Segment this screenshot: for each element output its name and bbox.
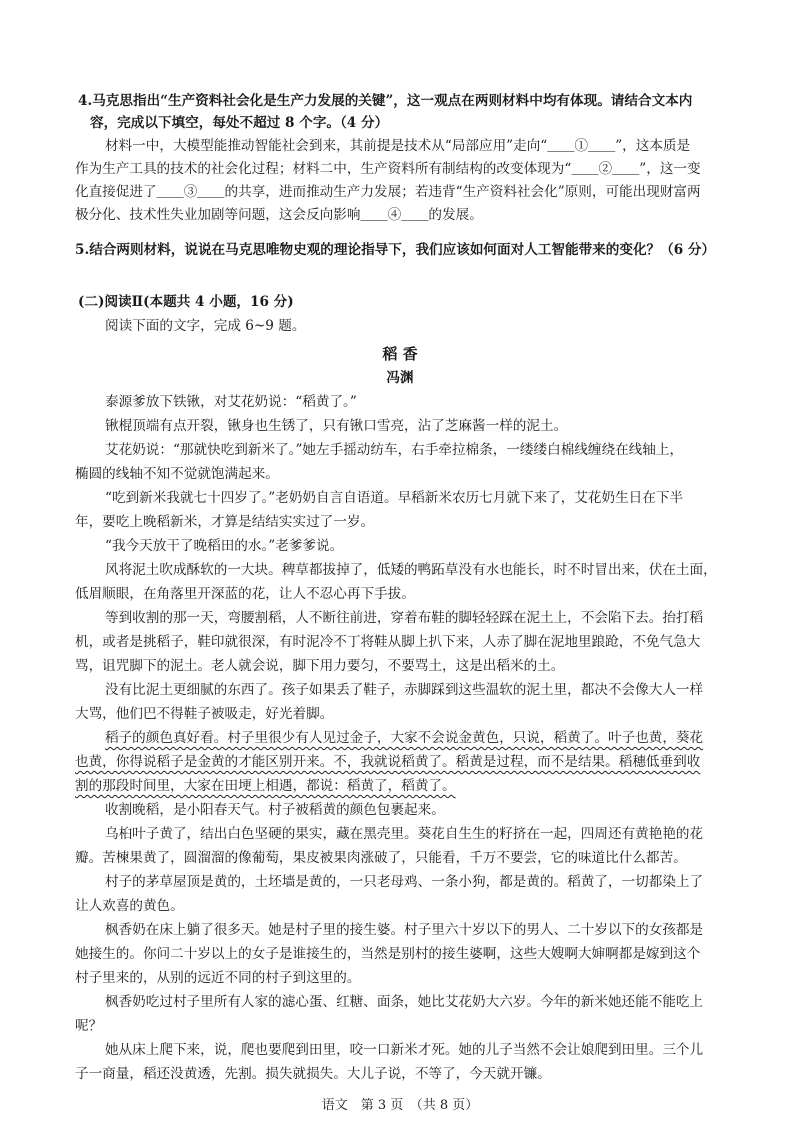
story-line: 枫香奶在床上躺了很多天。她是村子里的接生婆。村子里六十岁以下的男人、二十岁以下的女孩都是	[105, 922, 704, 938]
story-line: 风将泥土吹成酥软的一大块。稗草都拔掉了，低矮的鸭跖草没有水也能长，时不时冒出来，伏在土面，	[105, 562, 717, 578]
story-line: 让人欢喜的黄色。	[75, 898, 184, 914]
story-line: 机，或者是挑稻子，鞋印就很深，有时泥冷不丁将鞋从脚上扒下来，人赤了脚在泥地里踉跄，不免气急大	[75, 634, 701, 650]
story-title: 稻 香	[382, 345, 418, 363]
story-line: 呢？	[75, 1018, 103, 1034]
story-author: 冯渊	[386, 370, 414, 386]
story-line: “吃到新米我就七十四岁了。”老奶奶自言自语道。早稻新米农历七月就下来了，艾花奶生日在下半	[105, 490, 684, 506]
story-line: 泰源爹放下铁锹，对艾花奶说：“稻黄了。”	[105, 394, 357, 410]
fill-blank-line: 作为生产工具的技术的社会化过程；材料二中，生产资料所有制结构的改变体现为“＿＿②＿＿”，这一变	[75, 161, 701, 177]
story-line: 大骂，他们巴不得鞋子被吸走，好光着脚。	[75, 706, 334, 722]
question-5: 5.结合两则材料，说说在马克思唯物史观的理论指导下，我们应该如何面对人工智能带来的变化？（6 分）	[75, 242, 716, 258]
fill-blank-line: 材料一中，大模型能推动智能社会到来，其前提是技术从“局部应用”走向“＿＿①＿＿”，这本质是	[105, 138, 691, 154]
story-line: 没有比泥土更细腻的东西了。孩子如果丢了鞋子，赤脚踩到这些温软的泥土里，都决不会像大人一样	[105, 682, 704, 698]
story-line: “我今天放干了晚稻田的水。”老爹爹说。	[105, 538, 344, 554]
question-4-line2: 容，完成以下填空，每处不超过 8 个字。（4 分）	[90, 115, 389, 131]
story-line: 她接生的。你问二十岁以上的女子是谁接生的，当然是别村的接生婆啊，这些大嫂啊大婶啊都是嫁到这个	[75, 946, 701, 962]
fill-blank-line: 极分化、技术性失业加剧等问题，这会反向影响＿＿④＿＿的发展。	[75, 207, 483, 223]
question-4-line1: 4.马克思指出“生产资料社会化是生产力发展的关键”，这一观点在两则材料中均有体现。请结合文本内	[78, 93, 693, 109]
story-line: 村子里来的，从别的远近不同的村子到这里的。	[75, 970, 361, 986]
section-instruction: 阅读下面的文字，完成 6~9 题。	[105, 318, 306, 334]
story-line: 等到收割的那一天，弯腰割稻，人不断往前进，穿着布鞋的脚轻轻踩在泥土上，不会陷下去。抬打稻	[105, 610, 704, 626]
story-line-underlined: 稻子的颜色真好看。村子里很少有人见过金子，大家不会说金黄色，只说，稻黄了。叶子也黄，葵花	[105, 730, 704, 746]
story-line: 枫香奶吃过村子里所有人家的滤心蛋、红糖、面条，她比艾花奶大六岁。今年的新米她还能不能吃上	[105, 994, 704, 1010]
story-line: 艾花奶说：“那就快吃到新米了。”她左手摇动纺车，右手牵拉棉条，一缕缕白棉线缠绕在线轴上，	[105, 442, 684, 458]
story-line: 村子的茅草屋顶是黄的，土坯墙是黄的，一只老母鸡、一条小狗，都是黄的。稻黄了，一切都染上了	[105, 874, 704, 890]
story-line: 低眉顺眼，在角落里开深蓝的花，让人不忍心再下手拔。	[75, 586, 415, 602]
story-line: 收割晚稻，是小阳春天气。村子被稻黄的颜色包裹起来。	[105, 802, 445, 818]
section-heading: (二)阅读Ⅱ(本题共 4 小题，16 分)	[78, 294, 294, 310]
page-footer: 语文 第 3 页 （共 8 页）	[321, 1098, 479, 1113]
story-line-underlined: 也黄，你得说稻子是金黄的才能区别开来。不，我就说稻黄了。稻黄是过程，而不是结果。稻穗低垂到收	[75, 754, 701, 770]
story-line: 乌桕叶子黄了，结出白色坚硬的果实，藏在黑壳里。葵花自生生的籽挤在一起，四周还有黄艳艳的花	[105, 826, 704, 842]
story-line: 椭圆的线轴不知不觉就饱满起来。	[75, 466, 279, 482]
story-line: 她从床上爬下来，说，爬也要爬到田里，咬一口新米才死。她的儿子当然不会让娘爬到田里。三个儿	[105, 1042, 704, 1058]
story-line: 骂，诅咒脚下的泥土。老人就会说，脚下用力要匀，不要骂土，这是出稻米的土。	[75, 658, 565, 674]
story-line: 锹棍顶端有点开裂，锹身也生锈了，只有锹口雪亮，沾了芝麻酱一样的泥土。	[105, 418, 568, 434]
story-line: 年，要吃上晚稻新米，才算是结结实实过了一岁。	[75, 514, 375, 530]
story-line: 子一商量，稻还没黄透，先割。损失就损失。大儿子说，不等了，今天就开镰。	[75, 1066, 551, 1082]
story-line: 瓣。苦楝果黄了，圆溜溜的像葡萄，果皮被果肉涨破了，只能看，千万不要尝，它的味道比什么都苦。	[75, 850, 687, 866]
fill-blank-line: 化直接促进了＿＿③＿＿的共享，进而推动生产力发展；若违背“生产资料社会化”原则，可能出现财富两	[75, 184, 701, 200]
story-line-underlined: 割的那段时间里，大家在田埂上相遇，都说：稻黄了，稻黄了。	[75, 778, 456, 794]
